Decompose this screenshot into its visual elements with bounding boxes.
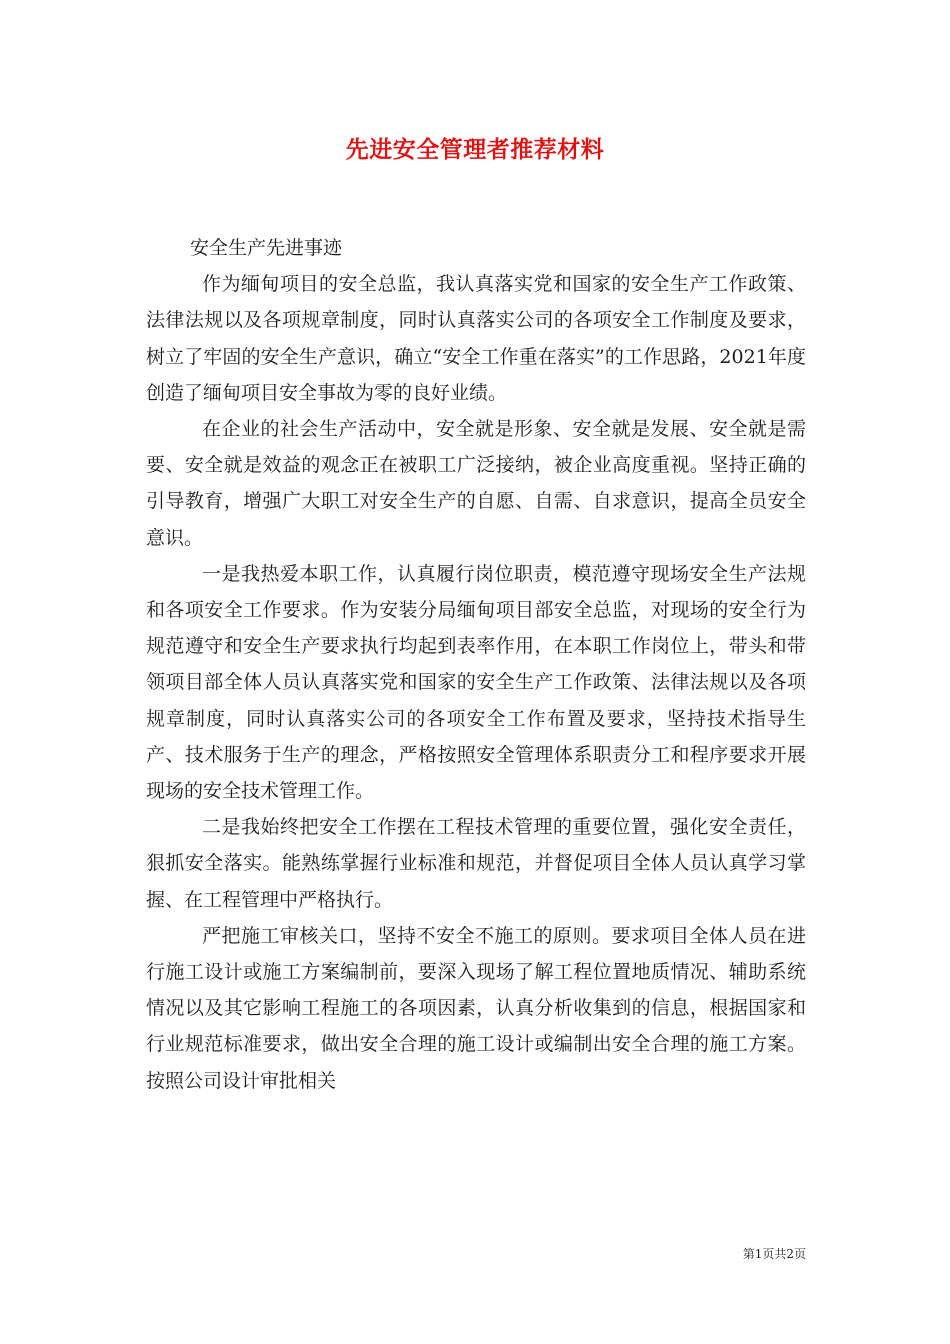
document-title: 先进安全管理者推荐材料 — [345, 136, 605, 163]
section-subheading: 安全生产先进事迹 — [190, 237, 343, 259]
paragraph: 严把施工审核关口，坚持不安全不施工的原则。要求项目全体人员在进行施工设计或施工方案编制前，要深入现场了解工程位置地质情况、辅助系统情况以及其它影响工程施工的各项因素，认真分析收集到的信息，根据国家和行业规范标准要求，做出安全合理的施工设计或编制出安全合理的施工方案。按照公司设计审批相关 — [146, 924, 806, 1092]
paragraph: 在企业的社会生产活动中，安全就是形象、安全就是发展、安全就是需要、安全就是效益的观念正在被职工广泛接纳，被企业高度重视。坚持正确的引导教育，增强广大职工对安全生产的自愿、自需、自求意识，提高全员安全意识。 — [146, 418, 806, 549]
paragraph: 二是我始终把安全工作摆在工程技术管理的重要位置，强化安全责任，狠抓安全落实。能熟练掌握行业标准和规范，并督促项目全体人员认真学习掌握、在工程管理中严格执行。 — [146, 816, 806, 911]
paragraph: 一是我热爱本职工作，认真履行岗位职责，模范遵守现场安全生产法规和各项安全工作要求。作为安装分局缅甸项目部安全总监，对现场的安全行为规范遵守和安全生产要求执行均起到表率作用，在本职工作岗位上，带头和带领项目部全体人员认真落实党和国家的安全生产工作政策、法律法规以及各项规章制度，同时认真落实公司的各项安全工作布置及要求，坚持技术指导生产、技术服务于生产的理念，严格按照安全管理体系职责分工和程序要求开展现场的安全技术管理工作。 — [146, 562, 806, 803]
document-body — [146, 230, 806, 1099]
paragraph: 作为缅甸项目的安全总监，我认真落实党和国家的安全生产工作政策、法律法规以及各项规章制度，同时认真落实公司的各项安全工作制度及要求，树立了牢固的安全生产意识，确立“安全工作重在落实”的工作思路，2021年度创造了缅甸项目安全事故为零的良好业绩。 — [146, 273, 806, 404]
page-number-footer: 第1页共2页 — [742, 1247, 806, 1261]
